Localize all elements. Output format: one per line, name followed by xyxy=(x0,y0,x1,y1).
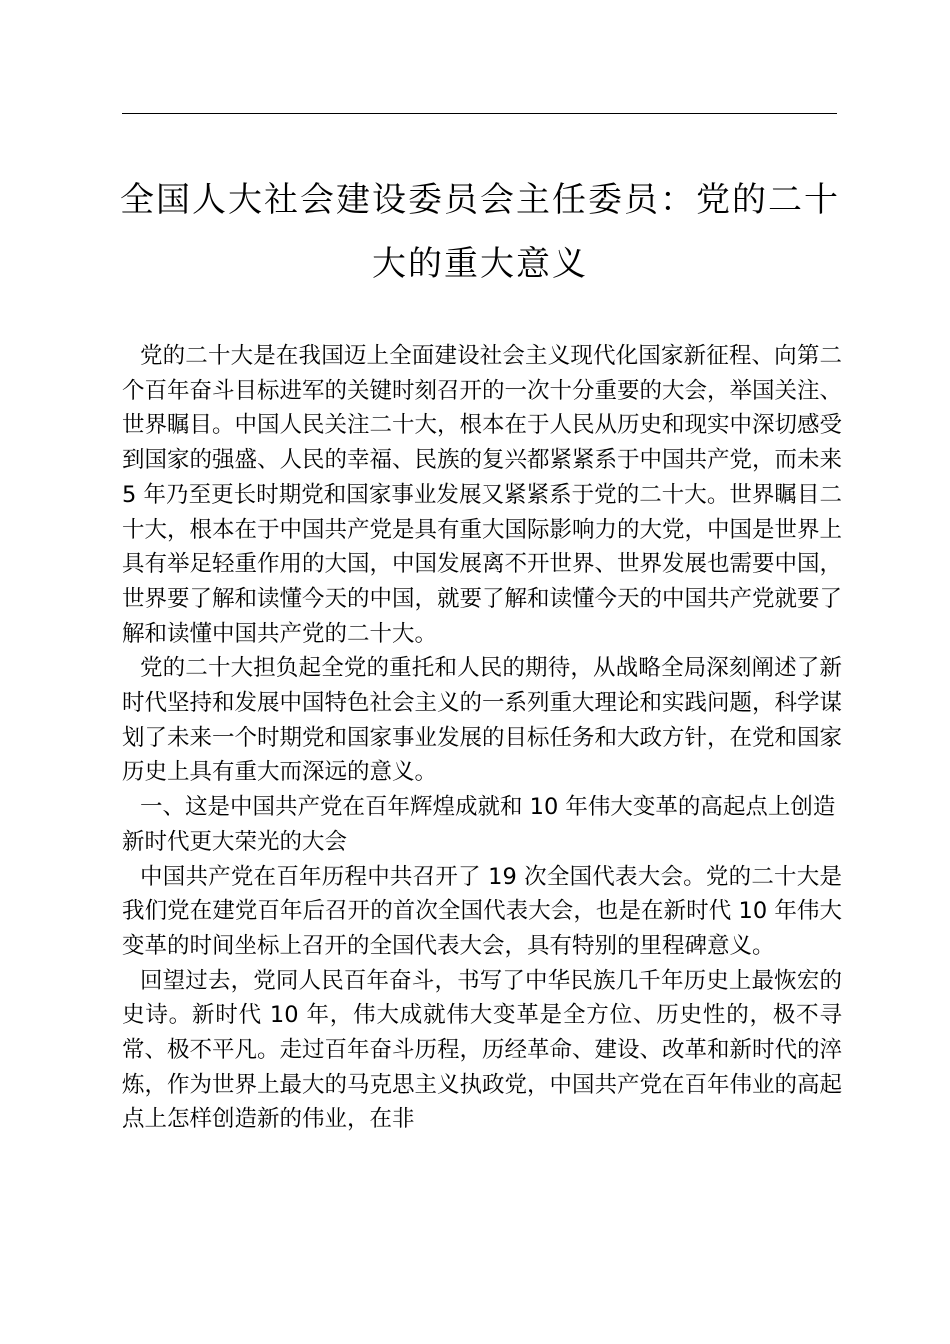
paragraph-4: 回望过去，党同人民百年奋斗，书写了中华民族几千年历史上最恢宏的史诗。新时代 10 年，伟大成就伟大变革是全方位、历史性的，极不寻常、极不平凡。走过百年奋斗历程，历经革命、建设、改革和新时代的淬炼，作为世界上最大的马克思主义执政党，中国共产党在百年伟业的高起点上怎样创造新的伟业，在非 xyxy=(122,967,843,1133)
section-heading-1: 一、这是中国共产党在百年辉煌成就和 10 年伟大变革的高起点上创造新时代更大荣光的大会 xyxy=(122,794,836,855)
top-divider xyxy=(122,113,837,114)
document-title: 全国人大社会建设委员会主任委员：党的二十大的重大意义 xyxy=(120,180,840,284)
paragraph-2: 党的二十大担负起全党的重托和人民的期待，从战略全局深刻阐述了新时代坚持和发展中国特色社会主义的一系列重大理论和实践问题，科学谋划了未来一个时期党和国家事业发展的目标任务和大政方针，在党和国家历史上具有重大而深远的意义。 xyxy=(122,655,843,786)
paragraph-1: 党的二十大是在我国迈上全面建设社会主义现代化国家新征程、向第二个百年奋斗目标进军的关键时刻召开的一次十分重要的大会，举国关注、世界瞩目。中国人民关注二十大，根本在于人民从历史和现实中深切感受到国家的强盛、人民的幸福、民族的复兴都紧紧系于中国共产党，而未来 5 年乃至更长时期党和国家事业发展又紧紧系于党的二十大。世界瞩目二十大，根本在于中国共产党是具有重大国际影响力的大党，中国是世界上具有举足轻重作用的大国，中国发展离不开世界、世界发展也需要中国，世界要了解和读懂今天的中国，就要了解和读懂今天的中国共产党就要了解和读懂中国共产党的二十大。 xyxy=(122,343,843,647)
document-body xyxy=(122,339,842,1137)
paragraph-3: 中国共产党在百年历程中共召开了 19 次全国代表大会。党的二十大是我们党在建党百年后召开的首次全国代表大会，也是在新时代 10 年伟大变革的时间坐标上召开的全国代表大会，具有特别的里程碑意义。 xyxy=(122,863,842,959)
